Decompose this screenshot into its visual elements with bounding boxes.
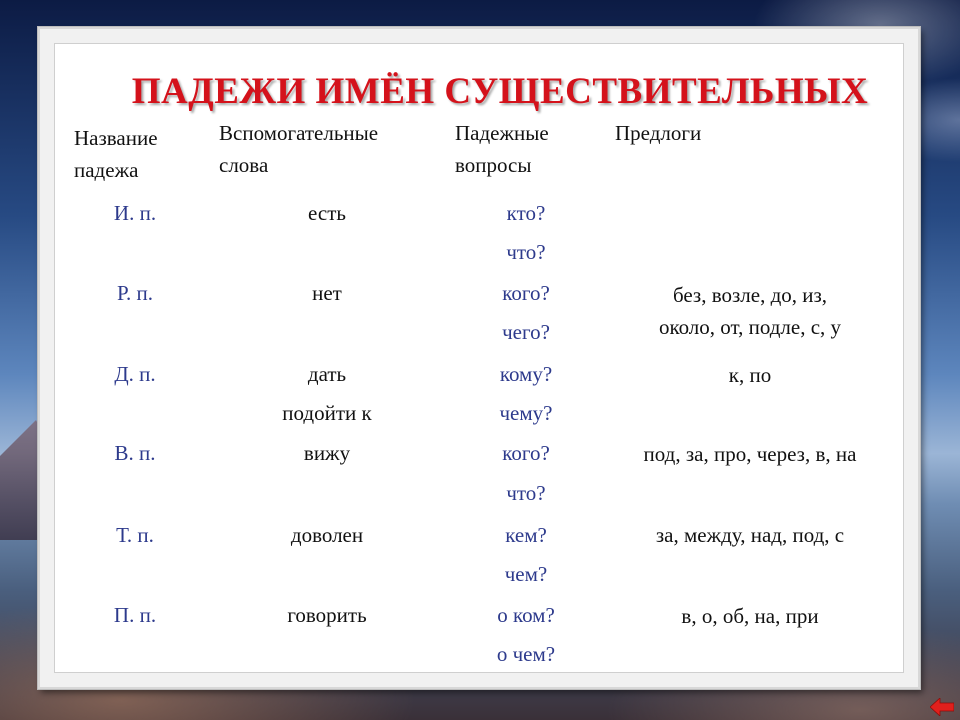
header-aux-words-line2: слова: [219, 153, 269, 177]
header-aux-words-line1: Вспомогательные: [219, 121, 379, 145]
preposition-list: под, за, про, через, в, на: [643, 442, 857, 466]
preposition-list: около, от, подле, с, у: [658, 315, 842, 339]
case-label: И. п.: [113, 201, 157, 225]
case-question: чего?: [502, 320, 550, 344]
back-arrow-icon[interactable]: [930, 698, 954, 716]
case-label: П. п.: [113, 603, 157, 627]
case-question: кому?: [499, 362, 553, 386]
header-case-name-line1: Название: [74, 126, 158, 150]
case-label: Р. п.: [116, 281, 154, 305]
case-question: кого?: [502, 441, 550, 465]
case-question: что?: [506, 240, 546, 264]
case-question: что?: [506, 481, 546, 505]
aux-word: дать: [307, 362, 347, 386]
aux-word: вижу: [303, 441, 351, 465]
case-question: кем?: [505, 523, 547, 547]
header-prepositions: Предлоги: [615, 121, 702, 145]
header-case-name-line2: падежа: [74, 158, 139, 182]
preposition-list: без, возле, до, из,: [672, 283, 828, 307]
header-aux-words: [219, 117, 378, 181]
case-question: кто?: [506, 201, 546, 225]
case-question: чем?: [504, 562, 548, 586]
case-question: чему?: [499, 401, 553, 425]
page-title: ПАДЕЖИ ИМЁН СУЩЕСТВИТЕЛЬНЫХ: [131, 71, 869, 112]
case-question: кого?: [502, 281, 550, 305]
preposition-list: за, между, над, под, с: [655, 523, 845, 547]
header-questions-line1: Падежные: [455, 121, 549, 145]
case-label: В. п.: [114, 441, 156, 465]
case-label: Д. п.: [114, 362, 156, 386]
case-label: Т. п.: [116, 523, 154, 547]
aux-word: говорить: [287, 603, 367, 627]
header-questions: [455, 117, 549, 181]
aux-word: доволен: [290, 523, 364, 547]
case-question: о чем?: [496, 642, 556, 666]
preposition-list: к, по: [728, 363, 772, 387]
header-case-name: [74, 122, 158, 186]
aux-word: есть: [308, 201, 346, 225]
aux-word: подойти к: [282, 401, 372, 425]
header-questions-line2: вопросы: [455, 153, 532, 177]
preposition-list: в, о, об, на, при: [681, 604, 819, 628]
aux-word: нет: [312, 281, 342, 305]
case-question: о ком?: [497, 603, 555, 627]
